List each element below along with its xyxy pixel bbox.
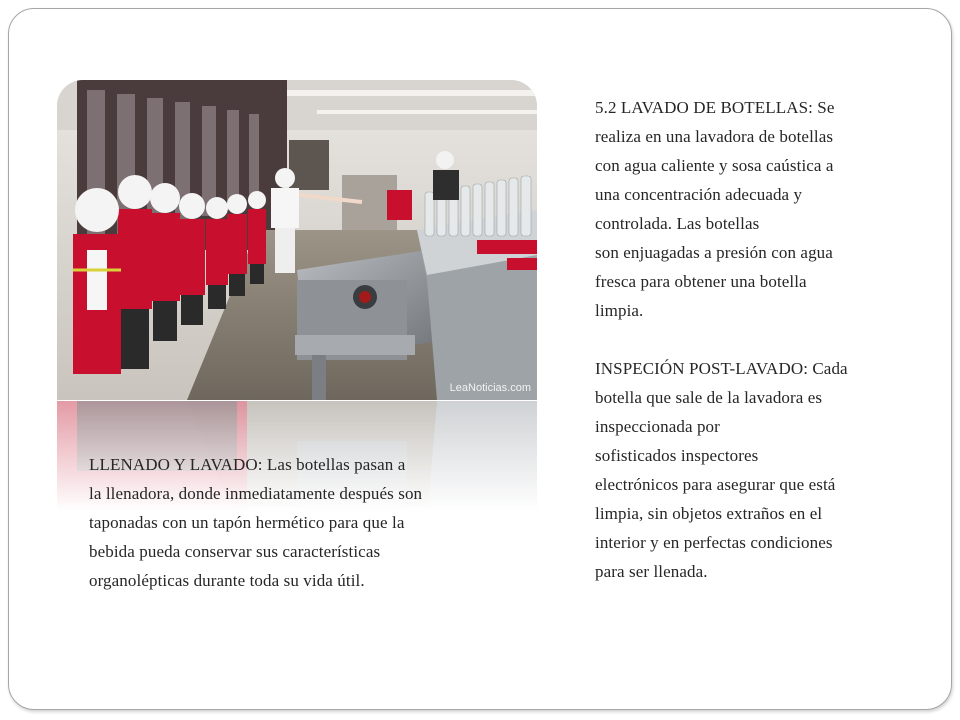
text-line: limpia. — [595, 301, 644, 320]
text-line: una concentración adecuada y — [595, 185, 803, 204]
text-line: con agua caliente y sosa caústica a — [595, 156, 834, 175]
text-line: 5.2 LAVADO DE BOTELLAS: Se — [595, 98, 835, 117]
text-line: sofisticados inspectores — [595, 446, 759, 465]
text-line: interior y en perfectas condiciones — [595, 533, 833, 552]
text-line: inspeccionada por — [595, 417, 720, 436]
photo-watermark: LeaNoticias.com — [449, 382, 531, 394]
text-line: INSPECIÓN POST-LAVADO: Cada — [595, 359, 848, 378]
text-line: para ser llenada. — [595, 562, 708, 581]
llenado-lavado-paragraph — [89, 450, 519, 595]
inspeccion-post-lavado-paragraph — [595, 354, 915, 586]
bottling-plant-photo — [57, 80, 537, 400]
text-line: taponadas con un tapón hermético para que la — [89, 513, 405, 532]
lavado-botellas-paragraph — [595, 93, 915, 325]
text-line: bebida pueda conservar sus características — [89, 542, 381, 561]
text-line: controlada. Las botellas — [595, 214, 760, 233]
text-line: fresca para obtener una botella — [595, 272, 807, 291]
text-line: la llenadora, donde inmediatamente después son — [89, 484, 423, 503]
text-line: organolépticas durante toda su vida útil. — [89, 571, 365, 590]
text-line: botella que sale de la lavadora es — [595, 388, 823, 407]
text-line: LLENADO Y LAVADO: Las botellas pasan a — [89, 455, 406, 474]
text-line: son enjuagadas a presión con agua — [595, 243, 833, 262]
photo-illustration — [57, 80, 537, 400]
text-line: electrónicos para asegurar que está — [595, 475, 836, 494]
text-line: limpia, sin objetos extraños en el — [595, 504, 823, 523]
right-text-column — [595, 93, 915, 586]
text-line: realiza en una lavadora de botellas — [595, 127, 834, 146]
